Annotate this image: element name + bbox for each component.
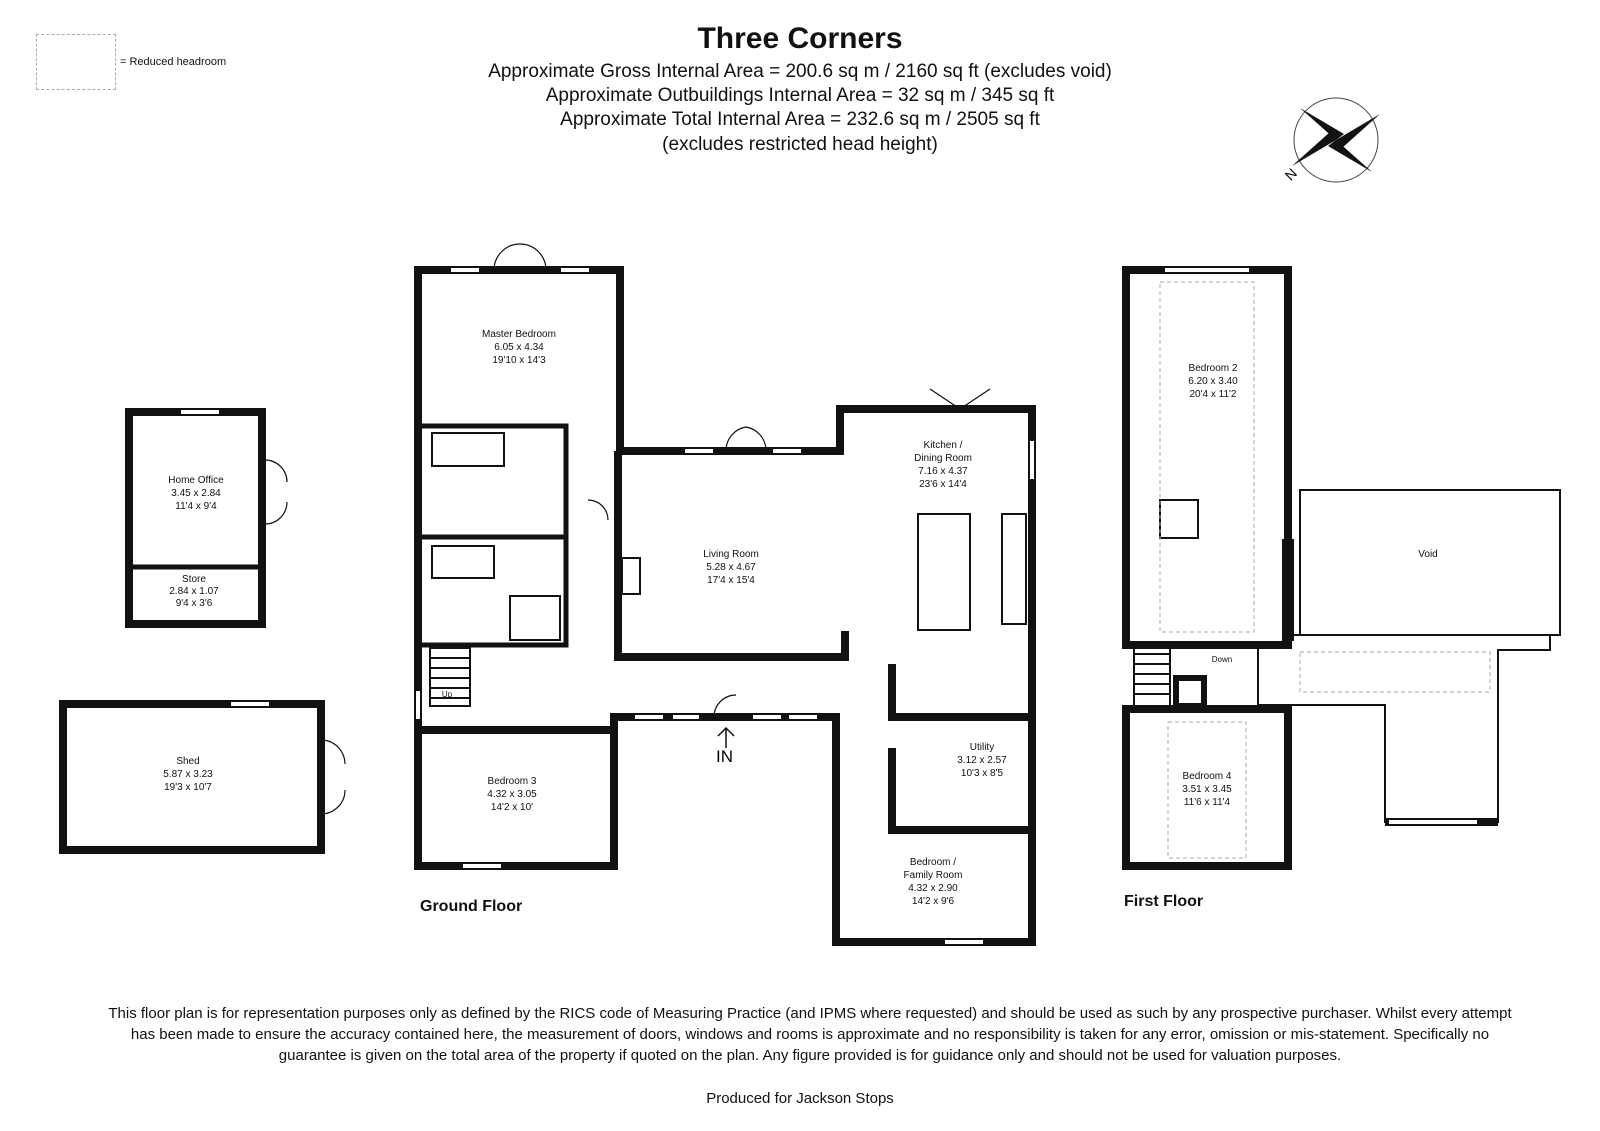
home-office-metric: 3.45 x 2.84 <box>171 488 221 499</box>
family-room-imperial: 14'2 x 9'6 <box>911 896 955 907</box>
stair-well <box>1176 678 1204 706</box>
first-floor-label: First Floor <box>1124 893 1204 910</box>
kitchen-name-2: Dining Room <box>914 453 972 464</box>
void-area <box>1300 490 1560 635</box>
first-floor-shower <box>1160 500 1198 538</box>
master-bedroom-imperial: 19'10 x 14'3 <box>492 355 546 366</box>
ground-floor-label: Ground Floor <box>420 898 523 915</box>
family-room-name-1: Bedroom / <box>909 857 957 868</box>
bedroom2-imperial: 20'4 x 11'2 <box>1189 389 1237 400</box>
shower-tray-2 <box>510 596 560 640</box>
entrance-arrow-icon <box>718 728 734 748</box>
entrance-label: IN <box>716 747 733 766</box>
compass-north-letter: N <box>1281 165 1300 184</box>
disclaimer-text: This floor plan is for representation purposes only as defined by the RICS code of Measuring Practice (and IPMS where requested) and should be used as such by any prospective purchaser. Whilst every attempt has been made to ensure the accuracy contained here, the measurement of doors, windows and rooms is approximate and no responsibility is taken for any error, omission or mis-statement. Specifically no guarantee is given on the total area of the property if quoted on the plan. Any figure provided is for guidance only and should not be used for valuation purposes. <box>108 1005 1512 1064</box>
kitchen-worktop <box>1002 514 1026 624</box>
master-bedroom-name: Master Bedroom <box>482 329 556 340</box>
shower-tray <box>432 433 504 466</box>
store-metric: 2.84 x 1.07 <box>169 586 219 597</box>
bedroom2-metric: 6.20 x 3.40 <box>1188 376 1238 387</box>
bedroom4-metric: 3.51 x 3.45 <box>1182 784 1232 795</box>
shed-name: Shed <box>176 756 200 767</box>
living-room-imperial: 17'4 x 15'4 <box>707 575 755 586</box>
gross-area-line: Approximate Gross Internal Area = 200.6 sq m / 2160 sq ft (excludes void) <box>488 61 1112 82</box>
kitchen-name-1: Kitchen / <box>923 440 963 451</box>
kitchen-imperial: 23'6 x 14'4 <box>919 479 967 490</box>
store-name: Store <box>182 574 206 585</box>
stairs-first <box>1134 644 1170 706</box>
first-floor-landing <box>1258 635 1550 822</box>
home-office-imperial: 11'4 x 9'4 <box>175 501 217 512</box>
utility-imperial: 10'3 x 8'5 <box>960 768 1004 779</box>
reduced-headroom-landing <box>1300 652 1490 692</box>
utility-name: Utility <box>969 742 995 753</box>
living-room-metric: 5.28 x 4.67 <box>706 562 756 573</box>
family-room-metric: 4.32 x 2.90 <box>908 883 958 894</box>
void-label: Void <box>1418 549 1438 560</box>
shed-imperial: 19'3 x 10'7 <box>164 782 212 793</box>
bedroom2-name: Bedroom 2 <box>1188 363 1238 374</box>
total-area-line: Approximate Total Internal Area = 232.6 sq m / 2505 sq ft <box>560 109 1040 130</box>
bedroom3-name: Bedroom 3 <box>487 776 537 787</box>
living-room-name: Living Room <box>703 549 759 560</box>
master-bedroom-metric: 6.05 x 4.34 <box>494 342 544 353</box>
plan-title: Three Corners <box>697 22 903 55</box>
bedroom4-name: Bedroom 4 <box>1182 771 1232 782</box>
store-imperial: 9'4 x 3'6 <box>175 598 213 609</box>
stairs-up-label: Up <box>441 690 453 699</box>
produced-for-text: Produced for Jackson Stops <box>706 1090 894 1107</box>
outbuildings-area-line: Approximate Outbuildings Internal Area = 32 sq m / 345 sq ft <box>545 85 1055 106</box>
home-office-name: Home Office <box>168 475 224 486</box>
family-room-name-2: Family Room <box>903 870 963 881</box>
reduced-headroom-bed2 <box>1160 282 1254 632</box>
bedroom3-metric: 4.32 x 3.05 <box>487 789 537 800</box>
compass-icon <box>1282 98 1380 183</box>
fireplace <box>622 558 640 594</box>
reduced-headroom-label: = Reduced headroom <box>120 56 227 68</box>
kitchen-metric: 7.16 x 4.37 <box>918 466 968 477</box>
bath-fixture <box>432 546 494 578</box>
shed-metric: 5.87 x 3.23 <box>163 769 213 780</box>
bedroom3-imperial: 14'2 x 10' <box>490 802 534 813</box>
bedroom4-imperial: 11'6 x 11'4 <box>1183 797 1231 808</box>
first-floor-outer-walls <box>1126 270 1288 645</box>
head-height-note: (excludes restricted head height) <box>662 134 938 155</box>
utility-metric: 3.12 x 2.57 <box>957 755 1007 766</box>
stairs-down-label: Down <box>1211 655 1233 664</box>
kitchen-island <box>918 514 970 630</box>
